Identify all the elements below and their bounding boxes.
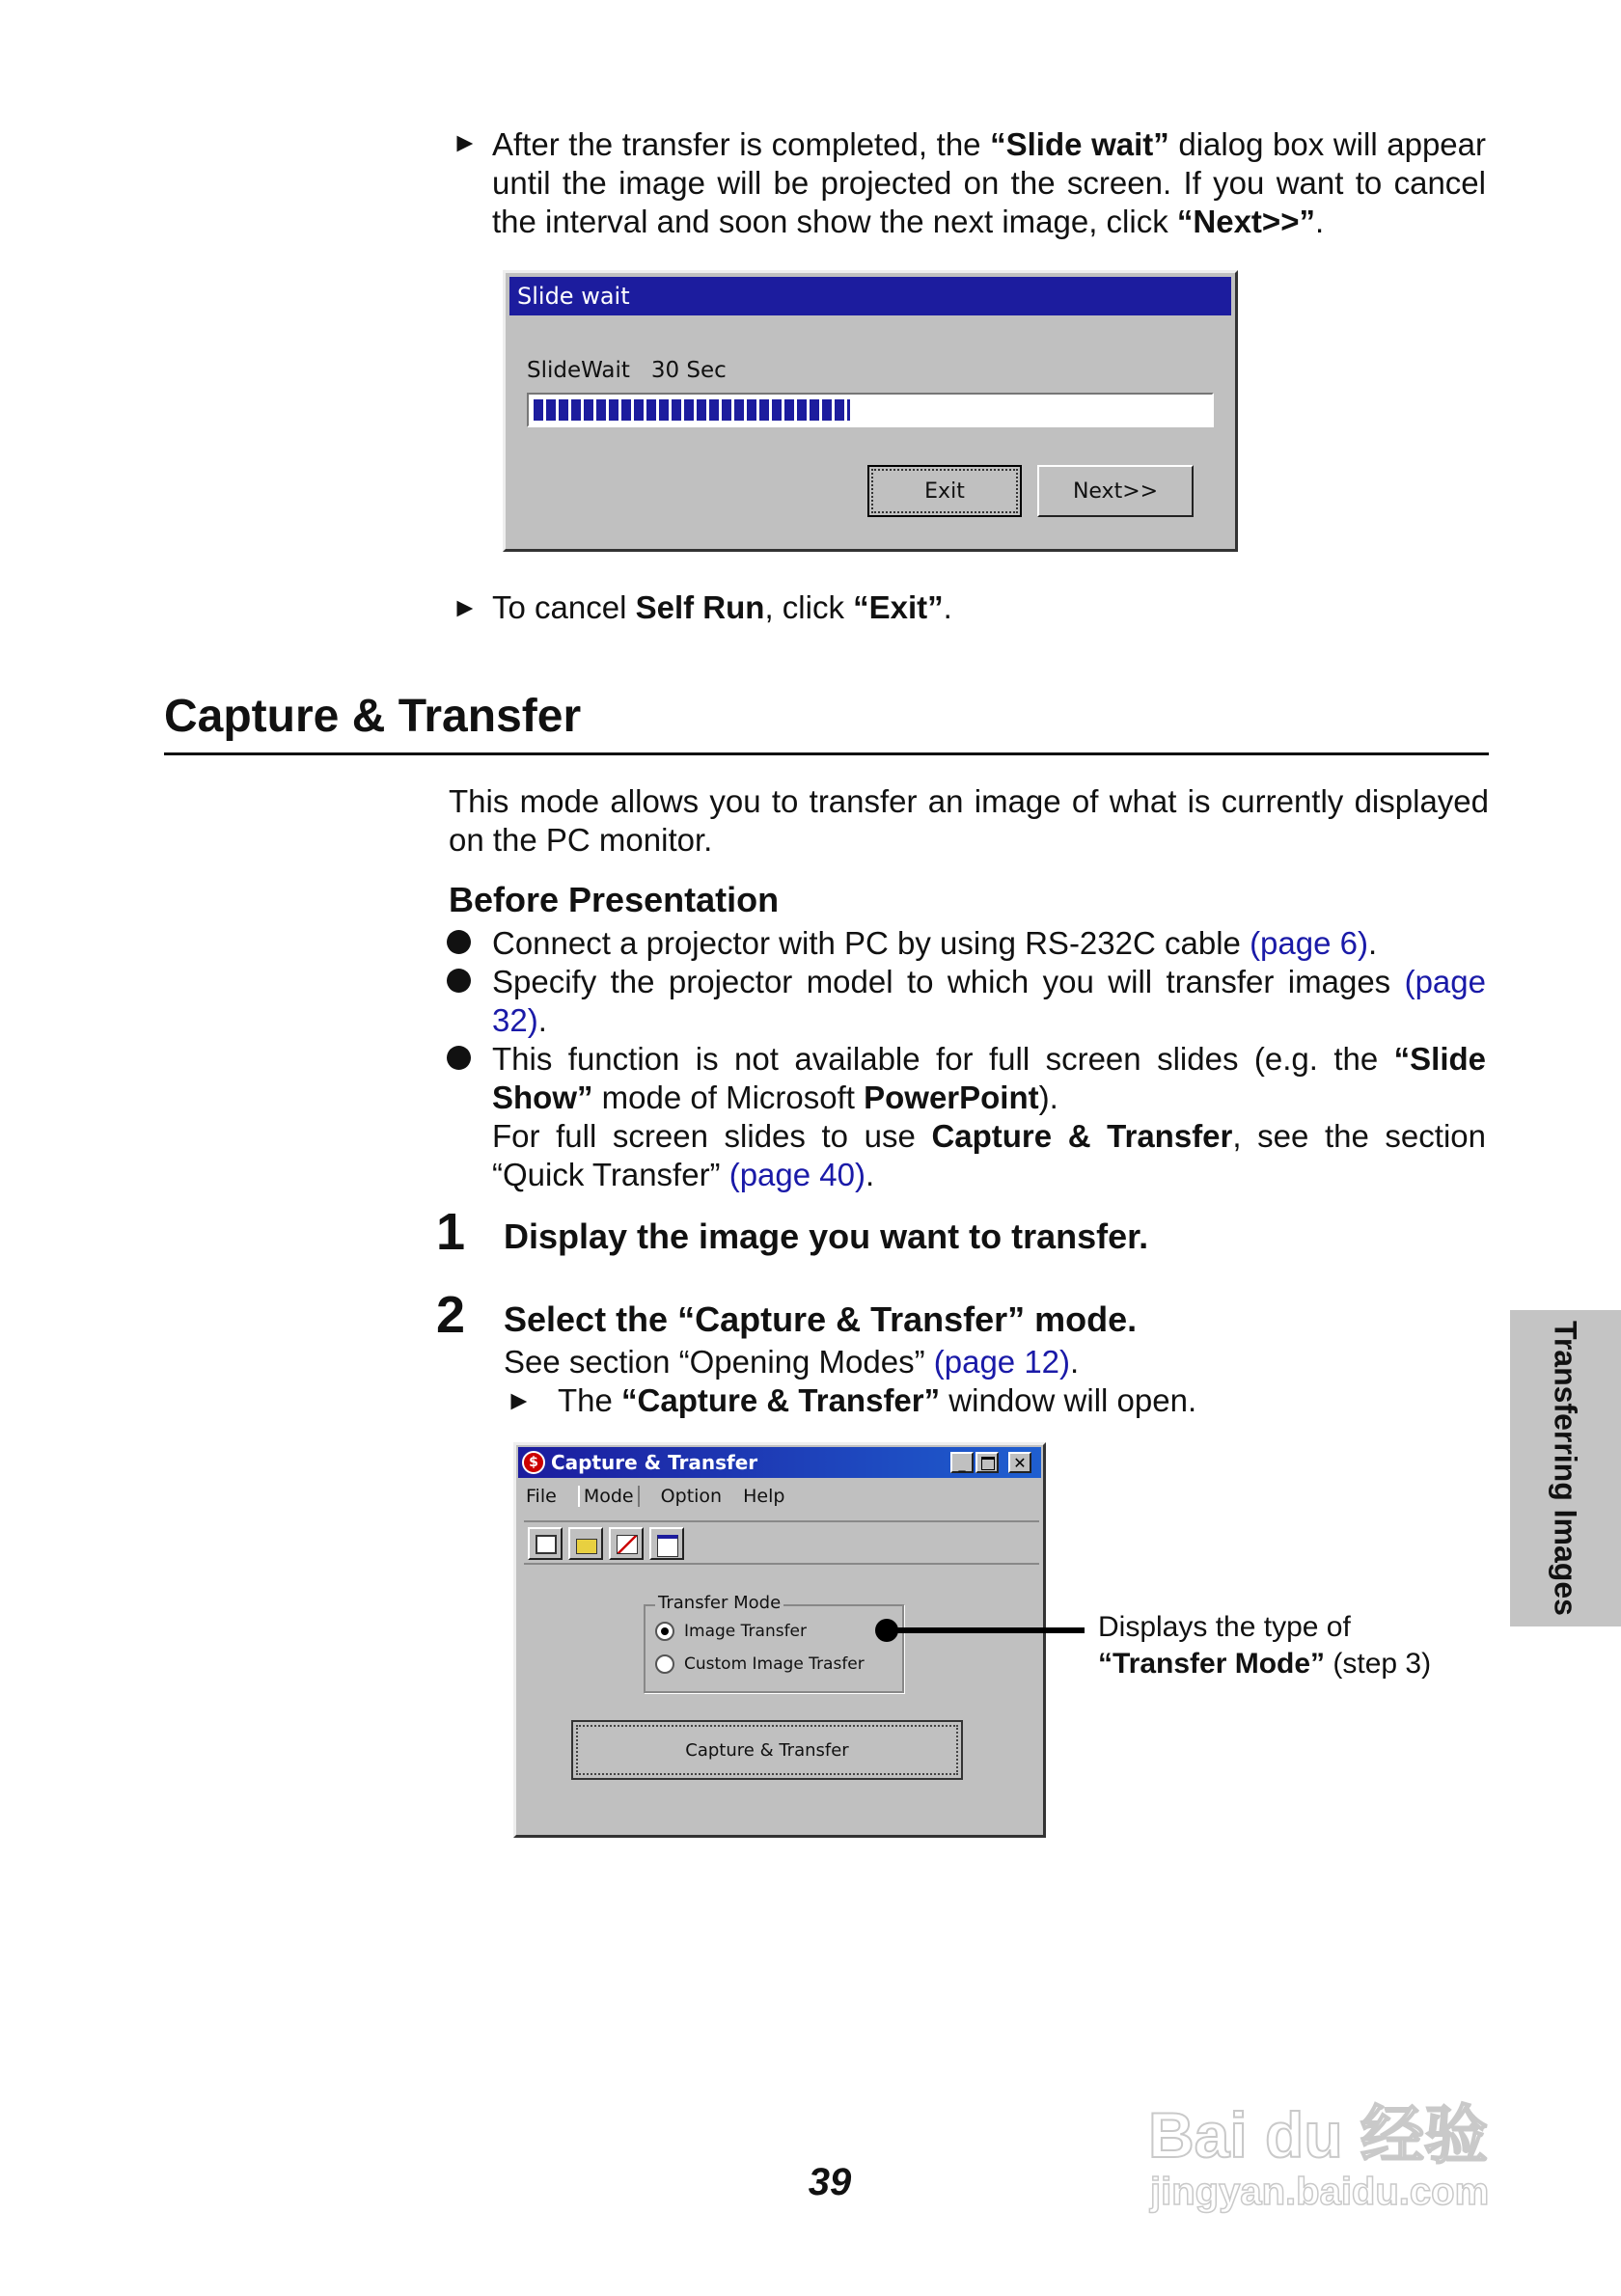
section-intro: This mode allows you to transfer an image of what is currently displayed on the PC monitor. xyxy=(449,783,1489,858)
maximize-icon[interactable] xyxy=(975,1452,999,1473)
step-number: 2 xyxy=(436,1286,466,1344)
baidu-watermark-logo: Bai du 经验 xyxy=(1148,2099,1489,2171)
page-link[interactable]: (page 40) xyxy=(728,1157,865,1192)
exit-button[interactable]: Exit xyxy=(867,465,1022,517)
radio-image-transfer[interactable]: Image Transfer xyxy=(655,1622,807,1641)
section-title: Capture & Transfer xyxy=(164,691,582,742)
menu-help[interactable]: Help xyxy=(743,1486,785,1507)
slide-wait-dialog xyxy=(503,270,1238,552)
radio-selected-icon[interactable] xyxy=(655,1622,674,1641)
bullet-dot-icon xyxy=(447,930,471,954)
group-label: Transfer Mode xyxy=(655,1593,783,1613)
bullet-dot-icon xyxy=(447,1046,471,1070)
capture-icon[interactable] xyxy=(528,1527,563,1560)
step-result: The “Capture & Transfer” window will open. xyxy=(558,1382,1197,1418)
cancel-instruction: To cancel Self Run, click “Exit”. xyxy=(492,589,952,625)
arrow-bullet-icon: ► xyxy=(452,592,479,622)
capture-transfer-button[interactable]: Capture & Transfer xyxy=(571,1720,963,1780)
page-number: 39 xyxy=(808,2161,852,2203)
window-title: Capture & Transfer xyxy=(551,1451,758,1474)
callout-text: Displays the type of “Transfer Mode” (step 3) xyxy=(1098,1611,1432,1680)
slidewait-label: SlideWait 30 Sec xyxy=(527,358,727,383)
menu-bar xyxy=(526,1486,784,1507)
next-button[interactable]: Next>> xyxy=(1037,465,1194,517)
radio-custom-image-transfer[interactable]: Custom Image Trasfer xyxy=(655,1654,865,1674)
arrow-bullet-icon: ► xyxy=(506,1385,533,1415)
before-item-2: Specify the projector model to which you will transfer images (page 32). xyxy=(492,964,1486,1038)
open-folder-icon[interactable] xyxy=(568,1527,603,1560)
capture-transfer-window xyxy=(513,1442,1046,1838)
progress-fill xyxy=(534,399,850,421)
slide-wait-instruction: After the transfer is completed, the “Slide wait” dialog box will appear until the image will be projected on the screen. If you want to cancel the interval and soon show the next image, click “Next>>”. xyxy=(492,126,1486,239)
page-link[interactable]: (page 32) xyxy=(492,964,1486,1038)
radio-unselected-icon[interactable] xyxy=(655,1654,674,1674)
before-presentation-heading: Before Presentation xyxy=(449,880,780,919)
app-icon: $ xyxy=(522,1451,545,1474)
menu-file[interactable]: File xyxy=(526,1486,557,1507)
menu-mode[interactable]: Mode xyxy=(578,1486,640,1507)
dialog-title-bar[interactable]: Slide wait xyxy=(509,277,1231,315)
step-title: Select the “Capture & Transfer” mode. xyxy=(504,1299,1138,1339)
minimize-icon[interactable]: _ xyxy=(950,1452,974,1473)
slidewait-progress-bar xyxy=(527,393,1214,427)
before-item-1: Connect a projector with PC by using RS-232C cable (page 6). xyxy=(492,925,1378,961)
step-title: Display the image you want to transfer. xyxy=(504,1216,1149,1256)
arrow-bullet-icon: ► xyxy=(452,127,479,157)
callout-line xyxy=(887,1627,1085,1633)
window-icon[interactable] xyxy=(649,1527,684,1560)
menu-option[interactable]: Option xyxy=(660,1486,723,1507)
step-subtext: See section “Opening Modes” (page 12). xyxy=(504,1344,1080,1380)
page-link[interactable]: (page 6) xyxy=(1250,925,1368,961)
side-tab: Transferring Images xyxy=(1510,1310,1621,1626)
bullet-dot-icon xyxy=(447,969,471,993)
baidu-watermark-url: jingyan.baidu.com xyxy=(1150,2171,1490,2213)
before-item-3: This function is not available for full screen slides (e.g. the “Slide Show” mode of Microsoft PowerPoint). For full screen slides to use Capture & Transfer, see the section “Quick Transfer” (page 40). xyxy=(492,1041,1486,1192)
toolbar xyxy=(524,1520,1039,1565)
close-icon[interactable]: ✕ xyxy=(1008,1452,1031,1473)
step-number: 1 xyxy=(436,1203,466,1261)
section-rule xyxy=(164,752,1489,755)
transfer-mode-group xyxy=(644,1593,904,1693)
page-link[interactable]: (page 12) xyxy=(933,1344,1071,1380)
paint-icon[interactable] xyxy=(609,1527,644,1560)
window-title-bar[interactable] xyxy=(518,1447,1041,1478)
